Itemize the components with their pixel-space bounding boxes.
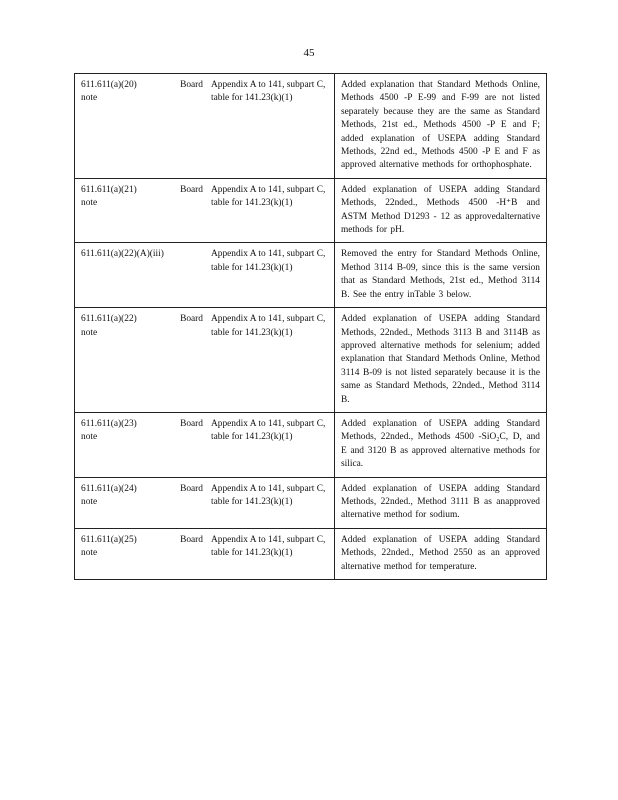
summary-cell: Added explanation of USEPA adding Standard Methods, 22nded., Methods 4500 -H⁺B and ASTM Method D1293 - 12 as approvedalternative methods for pH.: [335, 178, 547, 243]
section-suffix: Board: [180, 534, 203, 545]
section-number: 611.611(a)(23): [81, 418, 137, 429]
table-row: [75, 412, 547, 477]
table-row: [75, 178, 547, 243]
page-number: 45: [303, 47, 315, 59]
section-note: note: [81, 548, 98, 559]
section-number: 611.611(a)(20): [81, 80, 137, 90]
section-cell: [75, 477, 335, 528]
section-suffix: Board: [180, 184, 203, 195]
table-row: [75, 477, 547, 528]
amendment-table: [74, 73, 547, 580]
source-reference: Appendix A to 141, subpart C, table for 141.23(k)(1): [211, 184, 326, 209]
summary-cell: Added explanation that Standard Methods Online, Methods 4500 -P E-99 and F-99 are not listed separately because they are the same as Standard Methods, 21st ed., Methods 4500 -P E and F; added explanation of USEPA adding Standard Methods, 22nd ed., Methods 4500 -P E and F as approved alternative methods for orthophosphate.: [335, 74, 547, 179]
section-suffix: Board: [180, 80, 203, 90]
section-number: 611.611(a)(25): [81, 534, 137, 545]
section-cell: [75, 308, 335, 413]
summary-cell: Removed the entry for Standard Methods Online, Method 3114 B-09, since this is the same version that as Standard Methods, 21st ed., Method 3114 B. See the entry inTable 3 below.: [335, 243, 547, 308]
section-suffix: Board: [180, 483, 203, 494]
section-note: note: [81, 432, 98, 443]
source-reference: Appendix A to 141, subpart C, table for 141.23(k)(1): [211, 418, 326, 443]
section-note: note: [81, 327, 98, 338]
section-note: note: [81, 93, 98, 104]
source-reference: Appendix A to 141, subpart C, table for 141.23(k)(1): [211, 314, 326, 338]
table-row: [75, 308, 547, 413]
section-cell: [75, 243, 335, 308]
table-body: [75, 74, 547, 580]
section-cell: [75, 528, 335, 579]
summary-cell: Added explanation of USEPA adding Standard Methods, 22nded., Methods 4500 -SiO₂C, D, and E and 3120 B as approved alternative methods for silica.: [335, 412, 547, 477]
table-row: [75, 74, 547, 179]
source-reference: Appendix A to 141, subpart C, table for 141.23(k)(1): [211, 80, 326, 104]
table-row: [75, 528, 547, 579]
section-number: 611.611(a)(22): [81, 314, 137, 325]
table-row: [75, 243, 547, 308]
section-number: 611.611(a)(22)(A)(iii): [81, 249, 164, 260]
section-cell: [75, 178, 335, 243]
section-cell: [75, 412, 335, 477]
section-note: note: [81, 496, 98, 507]
source-reference: Appendix A to 141, subpart C, table for 141.23(k)(1): [211, 249, 326, 273]
summary-cell: Added explanation of USEPA adding Standard Methods, 22nded., Method 2550 as an approved alternative method for temperature.: [335, 528, 547, 579]
summary-cell: Added explanation of USEPA adding Standard Methods, 22nded., Method 3111 B as anapproved alternative method for sodium.: [335, 477, 547, 528]
section-suffix: Board: [180, 314, 203, 325]
section-note: note: [81, 198, 98, 209]
source-reference: Appendix A to 141, subpart C, table for 141.23(k)(1): [211, 483, 326, 507]
source-reference: Appendix A to 141, subpart C, table for 141.23(k)(1): [211, 534, 326, 559]
section-number: 611.611(a)(24): [81, 483, 137, 494]
section-cell: [75, 74, 335, 179]
section-number: 611.611(a)(21): [81, 184, 137, 195]
section-suffix: Board: [180, 418, 203, 429]
summary-cell: Added explanation of USEPA adding Standard Methods, 22nded., Methods 3113 B and 3114B as approved alternative methods for selenium; added explanation that Standard Methods Online, Method 3114 B-09 is not listed separately because it is the same as Standard Methods, 22nded., Method 3114 B.: [335, 308, 547, 413]
